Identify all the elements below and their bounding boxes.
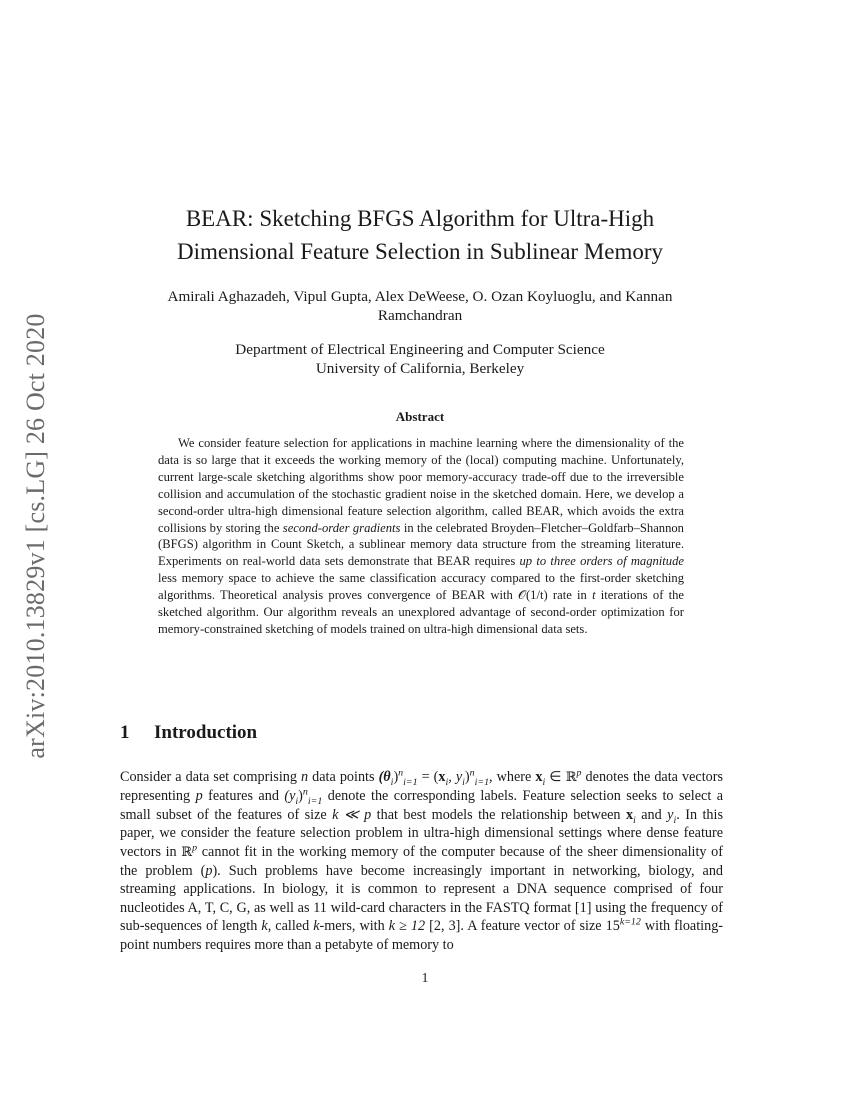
math-sub: i: [542, 776, 546, 788]
math-sup: n: [302, 786, 308, 798]
math-p: p: [195, 788, 203, 805]
affiliation: [100, 340, 740, 378]
section-number: 1: [120, 722, 130, 743]
math-paren: ): [464, 769, 470, 785]
intro-text: ). Such problems have become increasingly important in networking, biology, and streaming applications. In biology, it is common to represent a DNA sequence comprised of four nucleotides A, T, C, G, as well as 11 wild-card characters in the FASTQ format [1] using the frequency of sub-sequences of length: [120, 863, 724, 935]
math-y: y: [667, 806, 674, 823]
intro-text: . In this paper, we consider the feature selection problem in ultra-high dimensional settings where dense feature vectors in: [120, 806, 723, 860]
intro-text: and: [635, 806, 668, 823]
math-paren: ): [298, 788, 303, 805]
abstract-body: [158, 435, 684, 638]
intro-text: , where: [489, 769, 536, 785]
math-sub: i: [673, 814, 677, 826]
math-sub: i: [445, 776, 449, 788]
section-heading: [120, 722, 257, 744]
math-reals: ℝ: [181, 844, 193, 860]
math-sup: n: [469, 767, 475, 779]
math-y: , y: [448, 769, 463, 785]
intro-text: , called: [267, 918, 314, 935]
math-sub: i=1: [307, 796, 323, 808]
math-paren: ): [393, 769, 399, 785]
abstract-text-4: rate in: [547, 588, 593, 603]
math-sup: p: [576, 767, 582, 779]
abstract-text-1: We consider feature selection for applications in machine learning where the dimensionality of the data is so large that it exceeds the working memory of the (local) computing machine. Unfortunately, current large-scale sketching algorithms show poor memory-accuracy trade-off due to the irreversible collision and accumulation of the stochastic gradient noise in the sketched domain. Here, we develop a second-order ultra-high dimensional feature selection algorithm, called BEAR, which avoids the extra collisions by storing the: [158, 436, 684, 535]
math-sub: i=1: [474, 776, 490, 788]
math-x: x: [625, 806, 634, 823]
abstract-text-5: iterations of the sketched algorithm. Our algorithm reveals an unexplored advantage of second-order optimization for memory-constrained sketching of models trained on ultra-high dimensional data sets.: [158, 588, 685, 636]
affiliation-line-2: University of California, Berkeley: [315, 360, 525, 377]
title-line-2: Dimensional Feature Selection in Sublinear Memory: [176, 239, 664, 264]
intro-text: -mers, with: [319, 918, 389, 935]
intro-text: that best models the relationship between: [371, 806, 626, 823]
math-sub: i=1: [403, 776, 418, 788]
math-p: p: [205, 863, 213, 880]
math-sub: i: [295, 796, 299, 808]
math-sub: i: [462, 776, 465, 788]
arxiv-identifier: [18, 296, 54, 776]
abstract-text-2: in the celebrated Broyden–Fletcher–Goldfarb–Shannon (BFGS) algorithm in Count Sketch, a sublinear memory data structure from the streaming literature. Experiments on real-world data sets demonstrate that BEAR requires: [158, 520, 684, 569]
intro-text: with floating-point numbers requires more than a petabyte of memory to: [120, 918, 724, 953]
abstract-emphasis-2: up to three orders of magnitude: [519, 554, 684, 569]
math-t: t: [592, 588, 596, 603]
paper-title: [100, 202, 740, 268]
title-line-1: BEAR: Sketching BFGS Algorithm for Ultra-High: [185, 206, 655, 231]
math-k: k ≪ p: [332, 806, 372, 823]
intro-text: cannot fit in the working memory of the computer because of the sheer dimensionality of the problem (: [120, 843, 723, 880]
math-sub: i: [390, 776, 394, 788]
intro-text: [2, 3]. A feature vector of size 15: [425, 918, 620, 935]
math-k: k ≥ 12: [388, 918, 426, 935]
math-sup: k=12: [619, 916, 641, 928]
author-list: [100, 287, 740, 325]
math-k: k: [261, 918, 268, 935]
authors-line-1: Amirali Aghazadeh, Vipul Gupta, Alex DeWeese, O. Ozan Koyluoglu, and Kannan: [167, 288, 673, 305]
math-sup: n: [398, 767, 404, 779]
abstract-heading: Abstract: [395, 409, 445, 424]
math-sub: i: [633, 814, 636, 826]
abstract-emphasis-1: second-order gradients: [282, 520, 401, 535]
section-title: Introduction: [154, 722, 258, 743]
abstract-text-3: less memory space to achieve the same classification accuracy compared to the first-order sketching algorithms. Theoretical analysis proves convergence of BEAR with: [158, 571, 684, 603]
authors-line-2: Ramchandran: [377, 307, 463, 324]
affiliation-line-1: Department of Electrical Engineering and Computer Science: [235, 341, 605, 358]
arxiv-identifier-text: arXiv:2010.13829v1 [cs.LG] 26 Oct 2020: [21, 313, 50, 759]
math-x: x: [438, 769, 446, 785]
page-number: 1: [421, 970, 429, 985]
math-sup: p: [192, 841, 198, 853]
math-rate: 𝒪(1/t): [518, 588, 548, 603]
intro-text: features and: [202, 788, 285, 805]
math-y: (y: [284, 788, 296, 805]
math-eq: = (: [417, 769, 439, 785]
math-theta: (θ: [378, 769, 391, 785]
intro-text: data points: [308, 769, 379, 785]
intro-paragraph: [120, 768, 723, 954]
math-x: x: [535, 769, 543, 785]
math-n: n: [301, 769, 309, 785]
intro-text: Consider a data set comprising: [120, 769, 302, 785]
intro-text: denote the corresponding labels. Feature selection seeks to select a small subset of the features of size: [120, 788, 723, 823]
math-reals: ℝ: [565, 770, 577, 785]
intro-text: denotes the data vectors representing: [120, 769, 723, 805]
math-k: k: [313, 918, 320, 935]
math-in: ∈: [545, 769, 566, 785]
